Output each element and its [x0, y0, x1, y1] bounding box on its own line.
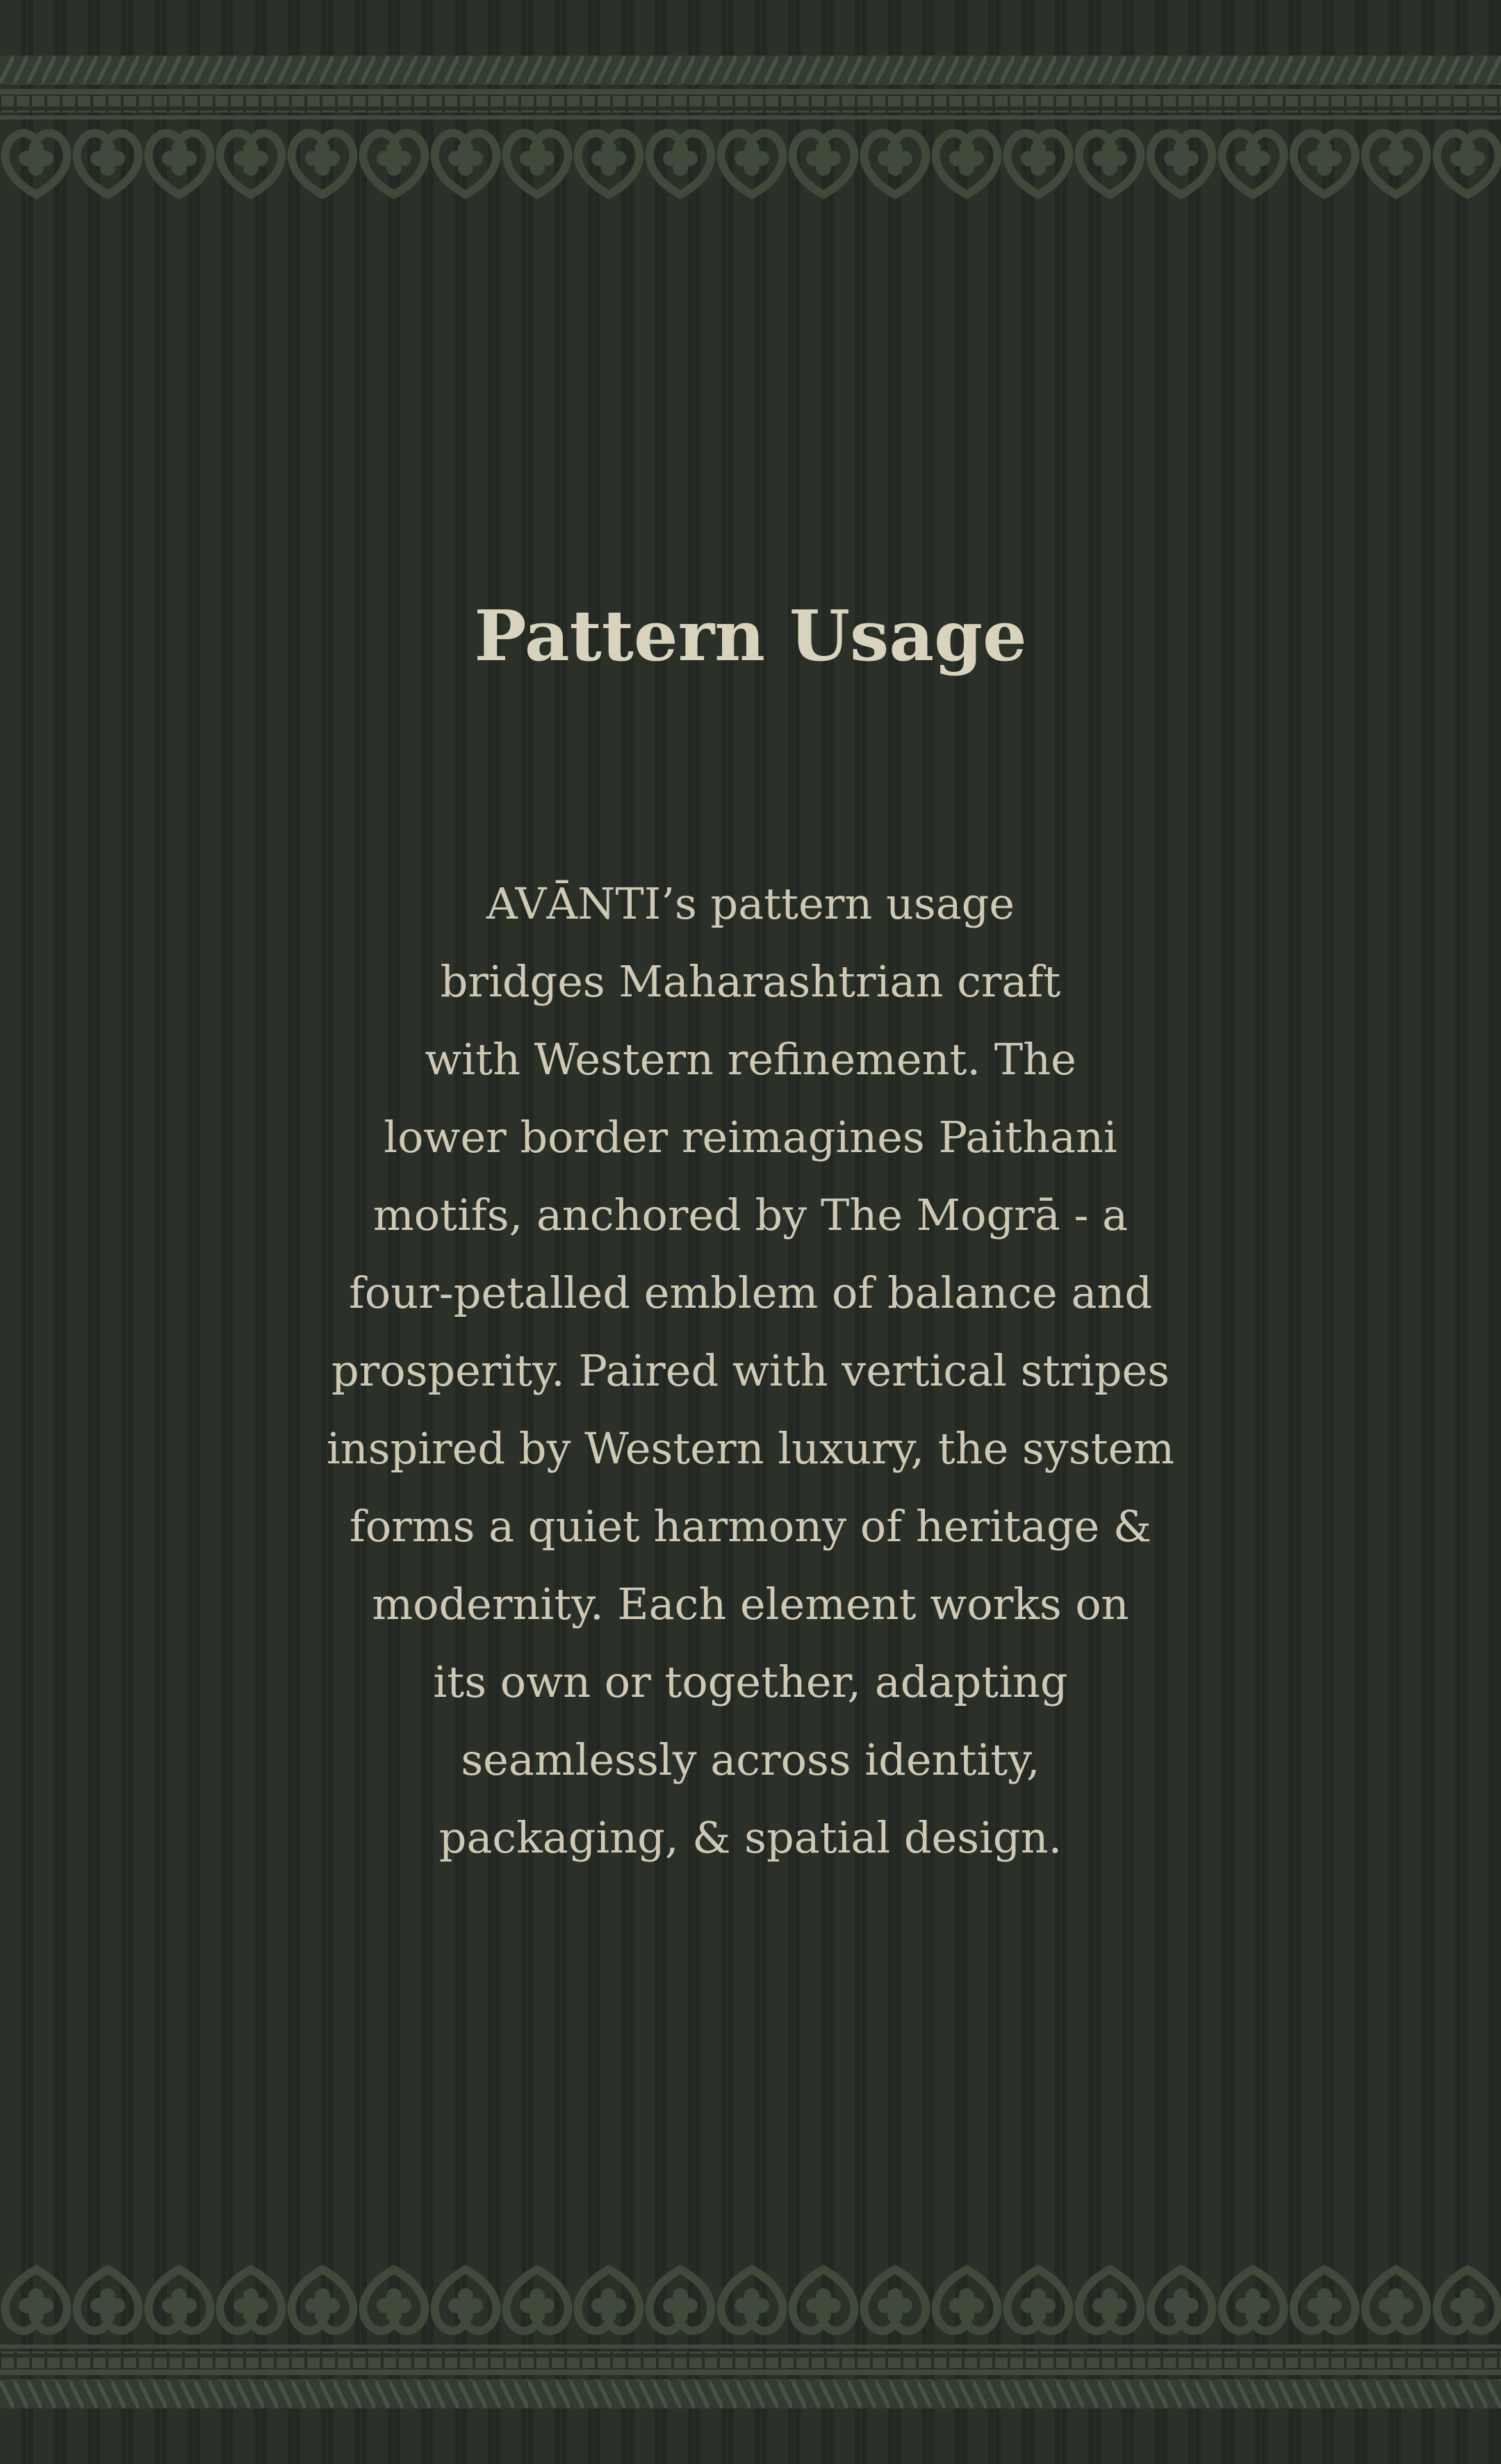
description-line: AVĀNTI’s pattern usage [486, 878, 1015, 929]
mogra-motif-icon [1079, 133, 1141, 195]
mogra-motif-icon [1222, 2269, 1284, 2331]
mogra-motif-icon [1294, 133, 1356, 195]
mogra-motif-icon [363, 133, 425, 195]
description-line: modernity. Each element works on [372, 1579, 1129, 1629]
mogra-motif-icon [1294, 2269, 1356, 2331]
description-line: its own or together, adapting [433, 1657, 1068, 1707]
mogra-motif-icon [721, 2269, 783, 2331]
mogra-motif-icon [936, 2269, 998, 2331]
mogra-motif-icon [220, 133, 282, 195]
mogra-motif-icon [1151, 2269, 1213, 2331]
description-line: prosperity. Paired with vertical stripes [331, 1345, 1170, 1396]
mogra-motif-icon [6, 133, 67, 195]
mogra-motif-icon [363, 2269, 425, 2331]
description-line: motifs, anchored by The Mogrā - a [372, 1190, 1129, 1240]
mogra-motif-icon [1151, 133, 1213, 195]
mogra-motif-icon [1437, 2269, 1499, 2331]
mogra-motif-icon [578, 2269, 640, 2331]
mogra-motif-icon [1222, 133, 1284, 195]
mogra-motif-icon [6, 2269, 67, 2331]
mogra-motif-icon [1365, 133, 1427, 195]
mogra-motif-icon [292, 133, 354, 195]
mogra-motif-icon [77, 2269, 139, 2331]
description-line: seamlessly across identity, [461, 1734, 1040, 1785]
description-line: inspired by Western luxury, the system [326, 1423, 1175, 1474]
mogra-motif-icon [793, 133, 855, 195]
description-line: bridges Maharashtrian craft [440, 956, 1061, 1007]
description-line: with Western refinement. The [425, 1034, 1076, 1085]
mogra-motif-icon [650, 2269, 712, 2331]
bottom-paithani-border-icon [0, 2256, 1501, 2464]
pattern-description [299, 865, 1202, 1877]
description-line: lower border reimagines Paithani [384, 1112, 1117, 1163]
mogra-motif-icon [507, 2269, 568, 2331]
mogra-motif-icon [507, 133, 568, 195]
mogra-motif-icon [936, 133, 998, 195]
top-paithani-border-icon [0, 0, 1501, 208]
mogra-motif-icon [864, 133, 926, 195]
mogra-motif-icon [1008, 2269, 1069, 2331]
mogra-motif-icon [77, 133, 139, 195]
mogra-motif-icon [650, 133, 712, 195]
mogra-motif-icon [1437, 133, 1499, 195]
mogra-motif-icon [578, 133, 640, 195]
mogra-motif-icon [435, 133, 497, 195]
page-title: Pattern Usage [474, 595, 1027, 677]
mogra-motif-icon [1079, 2269, 1141, 2331]
mogra-motif-icon [149, 2269, 211, 2331]
mogra-motif-icon [1365, 2269, 1427, 2331]
mogra-motif-icon [793, 2269, 855, 2331]
description-line: packaging, & spatial design. [438, 1812, 1063, 1863]
mogra-motif-icon [864, 2269, 926, 2331]
mogra-motif-icon [1008, 133, 1069, 195]
mogra-motif-icon [435, 2269, 497, 2331]
mogra-motif-icon [721, 133, 783, 195]
mogra-motif-icon [149, 133, 211, 195]
mogra-motif-icon [292, 2269, 354, 2331]
description-line: forms a quiet harmony of heritage & [349, 1501, 1152, 1552]
description-line: four-petalled emblem of balance and [348, 1267, 1153, 1318]
mogra-motif-icon [220, 2269, 282, 2331]
